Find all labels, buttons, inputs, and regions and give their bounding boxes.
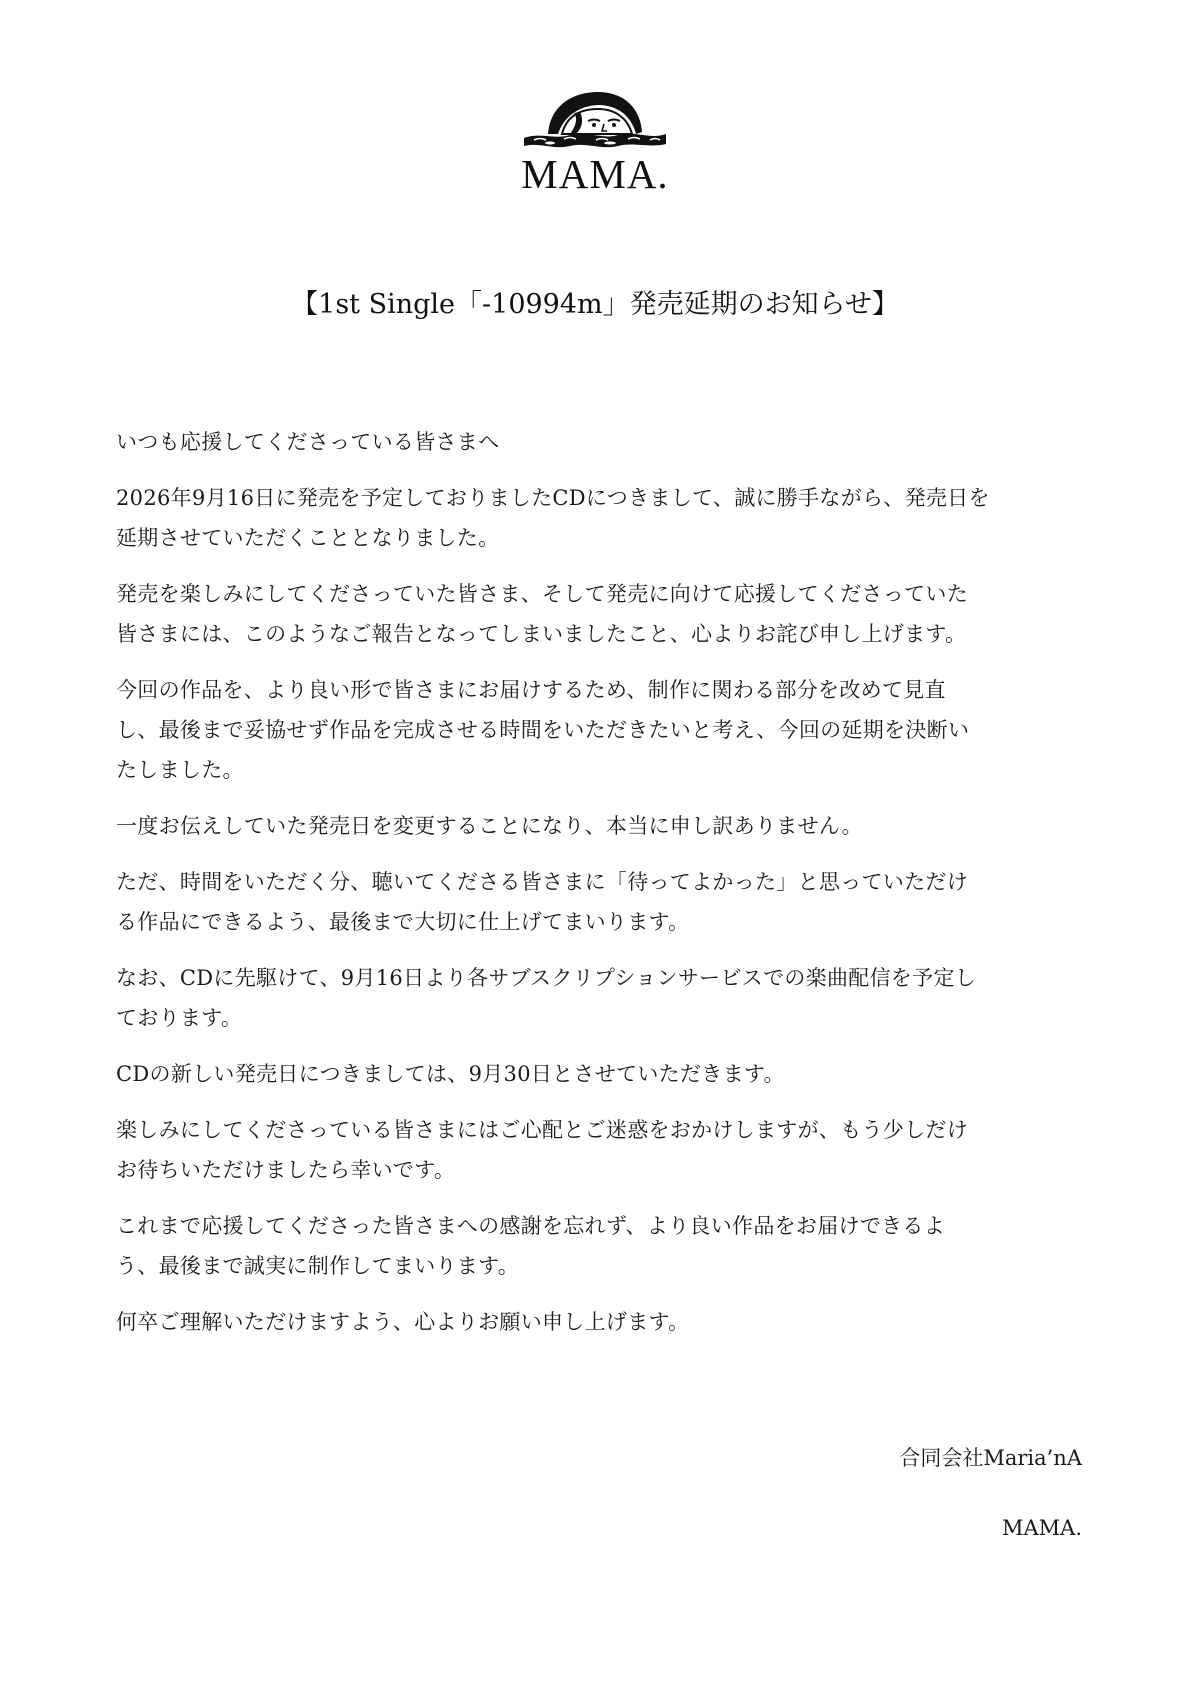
paragraph-streaming: なお、CDに先駆けて、9月16日より各サブスクリプションサービスでの楽曲配信を予定し ております。 [116, 966, 977, 1030]
paragraph-sorry: 一度お伝えしていた発売日を変更することになり、本当に申し訳ありません。 [116, 814, 863, 838]
paragraph-greeting: いつも応援してくださっている皆さまへ [116, 430, 500, 454]
logo-wordmark: MAMA. [521, 151, 669, 197]
notice-body [116, 422, 1076, 1358]
signature-company: 合同会社Maria’nA [899, 1446, 1082, 1470]
paragraph-postponement: 2026年9月16日に発売を予定しておりましたCDにつきまして、誠に勝手ながら、発売日を 延期させていただくこととなりました。 [116, 486, 990, 550]
signature-artist: MAMA. [1001, 1516, 1082, 1540]
paragraph-closing: 何卒ご理解いただけますよう、心よりお願い申し上げます。 [116, 1310, 690, 1334]
paragraph-new-date: CDの新しい発売日につきましては、9月30日とさせていただきます。 [116, 1062, 785, 1086]
paragraph-gratitude: これまで応援してくださった皆さまへの感謝を忘れず、より良い作品をお届けできるよ う、最後まで誠実に制作してまいります。 [116, 1214, 946, 1278]
brand-logo [510, 88, 680, 200]
face-in-water-icon [510, 88, 680, 150]
paragraph-reason: 今回の作品を、より良い形で皆さまにお届けするため、制作に関わる部分を改めて見直 し、最後まで妥協せず作品を完成させる時間をいただきたいと考え、今回の延期を決断い たしました。 [116, 678, 970, 782]
paragraph-apology: 発売を楽しみにしてくださっていた皆さま、そして発売に向けて応援してくださっていた 皆さまには、このようなご報告となってしまいましたこと、心よりお詫び申し上げます。 [116, 582, 968, 646]
notice-title: 【1st Single「-10994m」発売延期のお知らせ】 [291, 289, 899, 320]
paragraph-commitment: ただ、時間をいただく分、聴いてくださる皆さまに「待ってよかった」と思っていただけ る作品にできるよう、最後まで大切に仕上げてまいります。 [116, 870, 968, 934]
paragraph-request: 楽しみにしてくださっている皆さまにはご心配とご迷惑をおかけしますが、もう少しだけ お待ちいただけましたら幸いです。 [116, 1118, 968, 1182]
